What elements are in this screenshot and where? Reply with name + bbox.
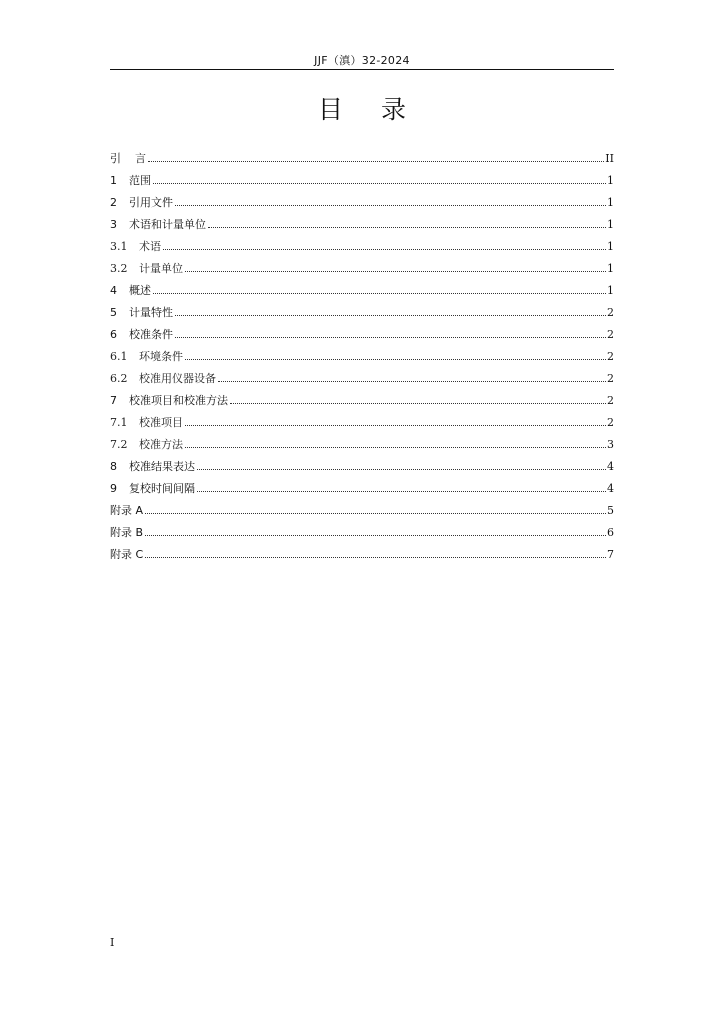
- toc-entry[interactable]: [110, 524, 614, 546]
- toc-entry-text: 附录 B: [110, 526, 144, 539]
- toc-entry-text: 术语: [139, 240, 161, 253]
- toc-entry[interactable]: [110, 546, 614, 568]
- toc-entry-text: 校准项目: [139, 416, 183, 429]
- toc-dot-leader: [208, 227, 606, 228]
- toc-entry-text: 术语和计量单位: [129, 218, 206, 231]
- toc-entry-label: [110, 480, 195, 496]
- toc-entry-label: [110, 260, 183, 276]
- toc-entry-number: 3.2: [110, 262, 128, 275]
- table-of-contents: [110, 150, 614, 568]
- toc-dot-leader: [218, 381, 606, 382]
- toc-entry-text: 附录 C: [110, 548, 144, 561]
- toc-entry-page: 1: [607, 218, 614, 231]
- toc-entry-number: 2: [110, 196, 117, 209]
- toc-entry-page: 1: [607, 240, 614, 253]
- toc-dot-leader: [153, 293, 606, 294]
- toc-entry-label: [110, 502, 143, 518]
- toc-entry-text: 校准结果表达: [129, 460, 195, 473]
- toc-entry-page: 2: [607, 306, 614, 319]
- toc-entry[interactable]: [110, 150, 614, 172]
- toc-entry-page: 1: [607, 174, 614, 187]
- toc-entry-page: 3: [607, 438, 614, 451]
- toc-entry[interactable]: [110, 260, 614, 282]
- toc-dot-leader: [197, 469, 606, 470]
- toc-entry[interactable]: [110, 216, 614, 238]
- toc-entry[interactable]: [110, 282, 614, 304]
- toc-dot-leader: [148, 161, 604, 162]
- toc-entry-label: [110, 392, 228, 408]
- toc-entry-number: 1: [110, 174, 117, 187]
- toc-entry-text: 范围: [129, 174, 151, 187]
- toc-dot-leader: [153, 183, 606, 184]
- toc-dot-leader: [185, 271, 606, 272]
- toc-dot-leader: [145, 557, 606, 558]
- toc-entry-text: 计量单位: [139, 262, 183, 275]
- page-number: I: [110, 936, 115, 949]
- toc-entry[interactable]: [110, 194, 614, 216]
- toc-dot-leader: [175, 337, 606, 338]
- toc-entry-number: 7: [110, 394, 117, 407]
- toc-entry-label: [110, 326, 173, 342]
- toc-entry-text: 校准用仪器设备: [139, 372, 216, 385]
- toc-entry-page: II: [605, 152, 614, 165]
- toc-entry-page: 5: [607, 504, 614, 517]
- toc-entry[interactable]: [110, 304, 614, 326]
- header-rule: [110, 69, 614, 70]
- toc-entry-label: [110, 348, 183, 364]
- toc-entry[interactable]: [110, 414, 614, 436]
- toc-dot-leader: [230, 403, 606, 404]
- toc-entry-label: [110, 238, 161, 254]
- toc-entry-label: [110, 414, 183, 430]
- document-code-header: JJF（滇）32-2024: [314, 54, 410, 67]
- toc-entry[interactable]: [110, 392, 614, 414]
- toc-entry-number: 3.1: [110, 240, 128, 253]
- toc-entry-number: 8: [110, 460, 117, 473]
- toc-title: 目录: [317, 95, 444, 124]
- toc-entry[interactable]: [110, 480, 614, 502]
- toc-entry-label: [110, 216, 206, 232]
- toc-dot-leader: [185, 447, 606, 448]
- toc-entry[interactable]: [110, 172, 614, 194]
- toc-entry-number: 9: [110, 482, 117, 495]
- toc-entry-page: 2: [607, 416, 614, 429]
- toc-entry-page: 2: [607, 372, 614, 385]
- toc-entry-text: 校准条件: [129, 328, 173, 341]
- toc-entry-page: 2: [607, 350, 614, 363]
- toc-entry-page: 6: [607, 526, 614, 539]
- toc-dot-leader: [145, 535, 606, 536]
- toc-entry[interactable]: [110, 348, 614, 370]
- toc-dot-leader: [175, 315, 606, 316]
- toc-entry-text: 复校时间间隔: [129, 482, 195, 495]
- toc-entry-text: 校准方法: [139, 438, 183, 451]
- toc-entry-text: 计量特性: [129, 306, 173, 319]
- toc-dot-leader: [197, 491, 606, 492]
- toc-entry-page: 4: [607, 482, 614, 495]
- toc-entry-number: 6.2: [110, 372, 128, 385]
- toc-entry-label: [110, 546, 143, 562]
- toc-entry-page: 4: [607, 460, 614, 473]
- toc-entry-label: [110, 150, 146, 166]
- toc-entry-label: [110, 524, 143, 540]
- toc-entry-page: 2: [607, 328, 614, 341]
- toc-entry-number: 7.2: [110, 438, 128, 451]
- toc-entry-label: [110, 304, 173, 320]
- toc-dot-leader: [185, 359, 606, 360]
- toc-entry-label: [110, 194, 173, 210]
- toc-entry-number: 3: [110, 218, 117, 231]
- toc-entry-text: 引用文件: [129, 196, 173, 209]
- toc-entry-number: 6.1: [110, 350, 128, 363]
- toc-entry[interactable]: [110, 436, 614, 458]
- toc-entry-number: 6: [110, 328, 117, 341]
- toc-entry-page: 1: [607, 262, 614, 275]
- toc-entry-number: 5: [110, 306, 117, 319]
- toc-entry[interactable]: [110, 370, 614, 392]
- toc-entry-number: 4: [110, 284, 117, 297]
- toc-dot-leader: [185, 425, 606, 426]
- toc-entry-text: 环境条件: [139, 350, 183, 363]
- toc-entry[interactable]: [110, 326, 614, 348]
- toc-entry-page: 1: [607, 196, 614, 209]
- toc-entry-text: 校准项目和校准方法: [129, 394, 228, 407]
- toc-entry-label: [110, 172, 151, 188]
- toc-entry-page: 2: [607, 394, 614, 407]
- toc-entry-page: 7: [607, 548, 614, 561]
- toc-entry[interactable]: [110, 238, 614, 260]
- toc-dot-leader: [163, 249, 606, 250]
- toc-entry-text: 附录 A: [110, 504, 144, 517]
- toc-dot-leader: [145, 513, 606, 514]
- toc-entry-text: 引 言: [110, 152, 146, 165]
- toc-entry-label: [110, 370, 216, 386]
- toc-entry-label: [110, 458, 195, 474]
- toc-entry-label: [110, 282, 151, 298]
- toc-entry-number: 7.1: [110, 416, 128, 429]
- toc-entry-label: [110, 436, 183, 452]
- toc-entry[interactable]: [110, 502, 614, 524]
- toc-entry-page: 1: [607, 284, 614, 297]
- toc-entry-text: 概述: [129, 284, 151, 297]
- toc-entry[interactable]: [110, 458, 614, 480]
- toc-dot-leader: [175, 205, 606, 206]
